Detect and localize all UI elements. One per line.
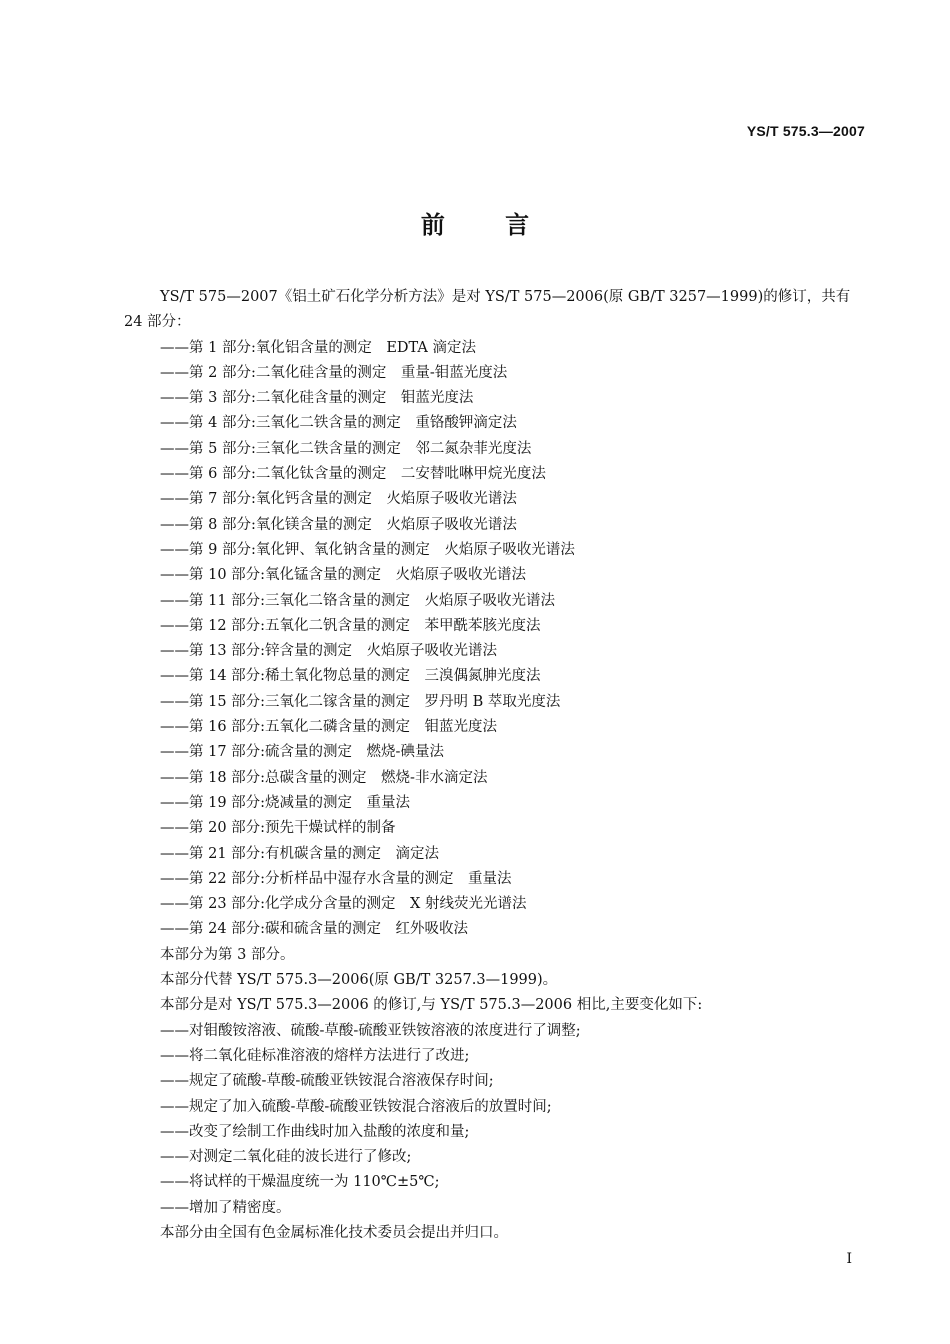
part-list-item: ——第 2 部分:二氧化硅含量的测定 重量-钼蓝光度法 [160,364,508,381]
change-list-item: ——改变了绘制工作曲线时加入盐酸的浓度和量; [160,1123,470,1140]
part-list-item: ——第 3 部分:二氧化硅含量的测定 钼蓝光度法 [160,390,474,407]
part-list-item: ——第 23 部分:化学成分含量的测定 X 射线荧光光谱法 [160,896,527,913]
part-list-item: ——第 13 部分:锌含量的测定 火焰原子吸收光谱法 [160,643,498,660]
part-list-item: ——第 16 部分:五氧化二磷含量的测定 钼蓝光度法 [160,719,498,736]
part-list-item: ——第 10 部分:氧化锰含量的测定 火焰原子吸收光谱法 [160,567,527,584]
closing-statement: 本部分由全国有色金属标准化技术委员会提出并归口。 [160,1224,508,1241]
change-list-item: ——将二氧化硅标准溶液的熔样方法进行了改进; [160,1047,470,1064]
part-list-item: ——第 1 部分:氧化铝含量的测定 EDTA 滴定法 [160,339,476,356]
change-list-item: ——规定了硫酸-草酸-硫酸亚铁铵混合溶液保存时间; [160,1073,494,1090]
statement-line: 本部分是对 YS/T 575.3—2006 的修订,与 YS/T 575.3—2006 相比,主要变化如下: [160,997,703,1014]
part-list-item: ——第 18 部分:总碳含量的测定 燃烧-非水滴定法 [160,769,488,786]
part-list-item: ——第 5 部分:三氧化二铁含量的测定 邻二氮杂菲光度法 [160,440,532,457]
part-list-item: ——第 15 部分:三氧化二镓含量的测定 罗丹明 B 萃取光度法 [160,693,561,710]
statement-line: 本部分为第 3 部分。 [160,946,295,963]
part-list-item: ——第 12 部分:五氧化二钒含量的测定 苯甲酰苯胲光度法 [160,617,541,634]
statement-line: 本部分代替 YS/T 575.3—2006(原 GB/T 3257.3—1999)。 [160,972,558,989]
part-list-item: ——第 8 部分:氧化镁含量的测定 火焰原子吸收光谱法 [160,516,517,533]
change-list-item: ——将试样的干燥温度统一为 110℃±5℃; [160,1174,440,1191]
part-list-item: ——第 7 部分:氧化钙含量的测定 火焰原子吸收光谱法 [160,491,517,508]
part-list-item: ——第 24 部分:碳和硫含量的测定 红外吸收法 [160,921,469,938]
change-list-item: ——对测定二氧化硅的波长进行了修改; [160,1149,412,1166]
part-list-item: ——第 14 部分:稀土氧化物总量的测定 三溴偶氮胂光度法 [160,668,541,685]
change-list-item: ——对钼酸铵溶液、硫酸-草酸-硫酸亚铁铵溶液的浓度进行了调整; [160,1022,581,1039]
change-list-item: ——规定了加入硫酸-草酸-硫酸亚铁铵混合溶液后的放置时间; [160,1098,552,1115]
part-list-item: ——第 6 部分:二氧化钛含量的测定 二安替吡啉甲烷光度法 [160,466,546,483]
part-list-item: ——第 21 部分:有机碳含量的测定 滴定法 [160,845,440,862]
changes-list [124,1019,864,1221]
part-list-item: ——第 19 部分:烧减量的测定 重量法 [160,794,411,811]
part-list-item: ——第 20 部分:预先干燥试样的制备 [160,820,396,837]
part-list-item: ——第 11 部分:三氧化二铬含量的测定 火焰原子吸收光谱法 [160,592,556,609]
intro-paragraph: YS/T 575—2007《铝土矿石化学分析方法》是对 YS/T 575—2006(原 GB/T 3257—1999)的修订，共有 24 部分： [124,289,851,331]
page-title: 前 言 [420,211,556,239]
standard-code: YS/T 575.3—2007 [746,123,865,139]
part-list-item: ——第 4 部分:三氧化二铁含量的测定 重铬酸钾滴定法 [160,415,517,432]
part-list-item: ——第 17 部分:硫含量的测定 燃烧-碘量法 [160,744,444,761]
statements-list [124,943,864,1019]
page-number: I [846,1251,852,1267]
part-list-item: ——第 22 部分:分析样品中湿存水含量的测定 重量法 [160,870,512,887]
parts-list [124,336,864,943]
part-list-item: ——第 9 部分:氧化钾、氧化钠含量的测定 火焰原子吸收光谱法 [160,541,575,558]
change-list-item: ——增加了精密度。 [160,1199,291,1216]
foreword-body [124,285,864,1246]
